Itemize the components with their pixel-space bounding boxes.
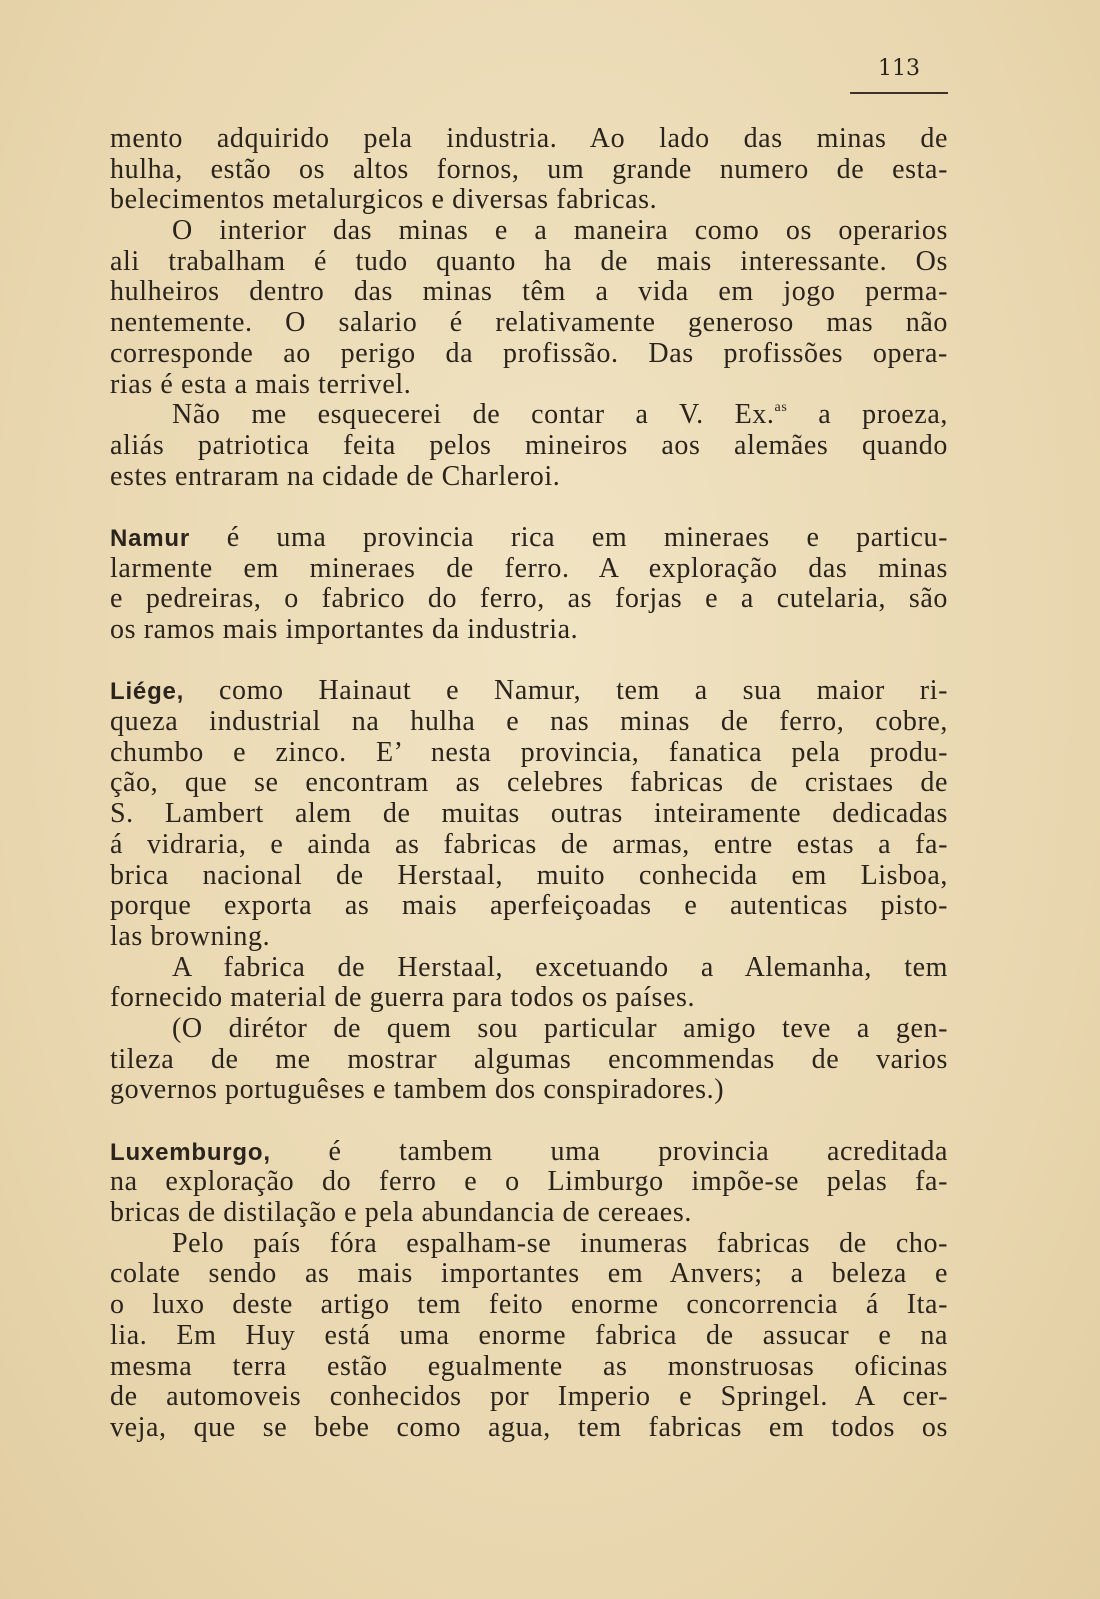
text-line: las browning. [110,920,271,952]
text-line: hulha, estão os altos fornos, um grande numero de esta- [110,153,948,185]
text-fragment: é tambem uma provincia acreditada [270,1135,948,1167]
text-line: governos portuguêses e tambem dos conspiradores.) [110,1074,725,1106]
text-line: bricas de distilação e pela abundancia de cereaes. [110,1197,692,1229]
text-line: mento adquirido pela industria. Ao lado das minas de [110,123,948,154]
text-line: de automoveis conhecidos por Imperio e Springel. A cer- [110,1381,948,1413]
text-line [110,676,948,707]
page-body [110,124,948,1444]
text-line: na exploração do ferro e o Limburgo impõe-se pelas fa- [110,1166,948,1198]
superscript: as [774,400,788,416]
text-line: larmente em mineraes de ferro. A exploração das minas [110,552,948,584]
paragraph-gap [110,1106,948,1137]
text-line: chumbo e zinco. E’ nesta provincia, fanatica pela produ- [110,736,948,768]
text-line: corresponde ao perigo da profissão. Das profissões opera- [110,337,948,369]
text-fragment: como Hainaut e Namur, tem a sua maior ri- [184,675,948,707]
text-fragment: a proeza, [787,399,948,431]
text-line: (O dirétor de quem sou particular amigo teve a gen- [172,1012,948,1044]
text-line: brica nacional de Herstaal, muito conhecida em Lisboa, [110,859,948,891]
text-line: o luxo deste artigo tem feito enorme concorrencia á Ita- [110,1289,948,1321]
text-line: Pelo país fóra espalham-se inumeras fabricas de cho- [172,1227,948,1259]
text-line: estes entraram na cidade de Charleroi. [110,460,561,492]
text-fragment: Não me esquecerei de contar a V. Ex. [172,399,775,431]
text-line [110,400,948,431]
paragraph-gap [110,492,948,523]
paragraph-gap [110,646,948,677]
text-line: nentemente. O salario é relativamente generoso mas não [110,307,948,339]
section-heading-namur: Namur [110,524,191,552]
text-line: O interior das minas e a maneira como os operarios [172,215,948,247]
text-line: e pedreiras, o fabrico do ferro, as forjas e a cutelaria, são [110,583,948,615]
text-line: aliás patriotica feita pelos mineiros aos alemães quando [110,429,948,461]
page-number: 113 [878,56,920,81]
section-heading-luxemburgo: Luxemburgo, [110,1138,271,1166]
text-line: colate sendo as mais importantes em Anvers; a beleza e [110,1258,948,1290]
text-line: rias é esta a mais terrivel. [110,368,412,400]
text-line: queza industrial na hulha e nas minas de ferro, cobre, [110,706,948,738]
text-line: mesma terra estão egualmente as monstruosas oficinas [110,1350,948,1382]
section-heading-liege: Liége, [110,678,185,706]
text-line: veja, que se bebe como agua, tem fabricas em todos os [110,1411,948,1443]
text-fragment: é uma provincia rica em mineraes e particu- [190,521,948,553]
text-line [110,1137,948,1168]
text-line: S. Lambert alem de muitas outras inteiramente dedicadas [110,798,948,830]
text-line: A fabrica de Herstaal, excetuando a Alemanha, tem [172,951,948,983]
text-line: ali trabalham é tudo quanto ha de mais interessante. Os [110,245,948,277]
text-line: belecimentos metalurgicos e diversas fabricas. [110,184,658,216]
text-line: hulheiros dentro das minas têm a vida em jogo perma- [110,276,948,308]
text-line: os ramos mais importantes da industria. [110,614,579,645]
text-line: á vidraria, e ainda as fabricas de armas, entre estas a fa- [110,828,948,860]
text-line: tileza de me mostrar algumas encommendas de varios [110,1043,948,1075]
text-line: ção, que se encontram as celebres fabricas de cristaes de [110,767,948,799]
text-line: porque exporta as mais aperfeiçoadas e autenticas pisto- [110,890,948,922]
text-line: fornecido material de guerra para todos os países. [110,982,696,1014]
page-number-rule [850,92,948,94]
text-line: lia. Em Huy está uma enorme fabrica de assucar e na [110,1319,948,1351]
text-line [110,523,948,554]
